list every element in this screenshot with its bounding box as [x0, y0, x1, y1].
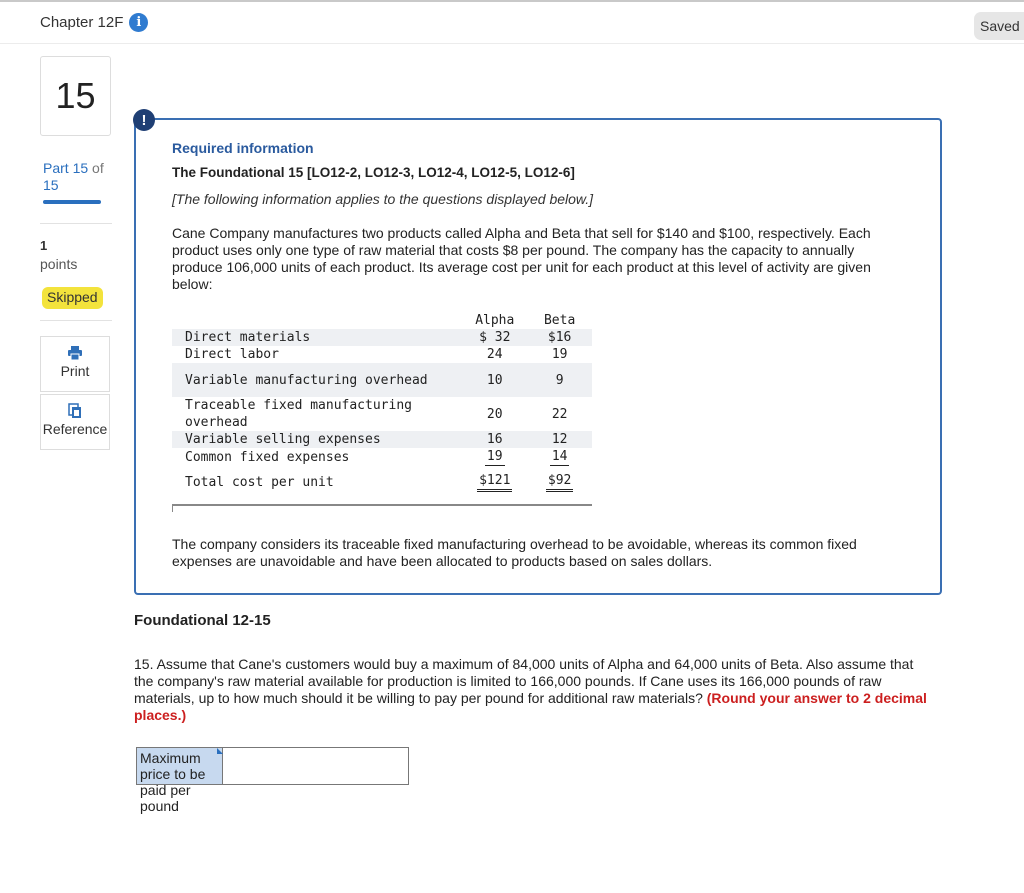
reference-button[interactable]	[40, 394, 110, 450]
cell-alpha: 16	[462, 431, 527, 448]
table-header-row	[172, 312, 592, 329]
part-current: 15	[72, 160, 89, 176]
part-total: 15	[43, 177, 59, 193]
table-row	[172, 448, 592, 466]
cell-beta: 19	[551, 347, 568, 362]
top-bar	[0, 0, 1024, 44]
cell-alpha: $ 32	[462, 329, 527, 346]
answer-label: Maximum price to be paid per pound	[137, 748, 223, 784]
row-label: Total cost per unit	[185, 474, 334, 490]
row-label: Direct labor	[185, 347, 279, 362]
question-heading: Foundational 12-15	[134, 612, 271, 629]
print-button[interactable]	[40, 336, 110, 392]
cell-beta: 22	[551, 406, 568, 422]
chapter-title-text: Chapter 12F	[40, 14, 124, 31]
cell-beta: 12	[527, 431, 592, 448]
cell-beta: 9	[527, 363, 592, 397]
row-label: Variable manufacturing overhead	[172, 363, 462, 397]
scenario-paragraph: Cane Company manufactures two products called Alpha and Beta that sell for $140 and $100, respectively. Each product uses only one type of raw material that costs $8 per pound. The company has the capacity to annually produce 106,000 units of each product. Its average cost per unit for each product at this level of activity are given below:	[172, 225, 871, 292]
points-label: points	[40, 256, 78, 272]
part-progress-bar	[43, 200, 101, 204]
row-label: Variable selling expenses	[172, 431, 462, 448]
print-label: Print	[60, 363, 90, 379]
row-label: Traceable fixed manufacturing overhead	[185, 398, 412, 430]
printer-icon	[41, 345, 109, 361]
answer-row	[136, 747, 409, 814]
column-header-alpha: Alpha	[462, 312, 527, 329]
required-information-heading: Required information	[172, 140, 314, 156]
table-bottom-tick	[172, 504, 173, 512]
table-total-row	[172, 466, 592, 496]
table-bottom-rule	[172, 504, 592, 506]
cost-table	[172, 312, 592, 496]
question-number: 15	[40, 56, 111, 136]
skipped-badge: Skipped	[42, 287, 103, 309]
intro-note: [The following information applies to the questions displayed below.]	[172, 191, 594, 207]
sidebar-divider	[40, 320, 112, 321]
cell-beta: 14	[551, 449, 568, 464]
part-indicator	[43, 160, 104, 194]
part-word: Part	[43, 160, 69, 176]
part-of: of	[92, 160, 104, 176]
table-row	[172, 346, 592, 363]
alert-icon: !	[133, 109, 155, 131]
question-body: 15. Assume that Cane's customers would buy a maximum of 84,000 units of Alpha and 64,000 units of Beta. Also assume that the company's raw material available for production is limited to 166,000 pounds. If Cane uses its 166,000 pounds of raw materials, up to how much should it be willing to pay per pound for additional raw materials?	[134, 656, 914, 706]
sidebar-divider	[40, 223, 112, 224]
reference-label: Reference	[42, 421, 108, 437]
cell-beta: $16	[527, 329, 592, 346]
rounding-instruction: (Round your answer to 2 decimal places.)	[134, 690, 927, 723]
row-label: Direct materials	[172, 329, 462, 346]
avoidability-paragraph: The company considers its traceable fixed manufacturing overhead to be avoidable, whereas its common fixed expenses are unavoidable and have been allocated to products based on sales dollars.	[172, 536, 857, 569]
column-header-beta: Beta	[527, 312, 592, 329]
info-icon[interactable]: i	[129, 13, 148, 32]
table-row	[172, 431, 592, 448]
cell-beta: $92	[546, 472, 573, 492]
table-row	[172, 397, 592, 431]
cell-alpha: 20	[486, 406, 503, 422]
cell-alpha: 19	[486, 449, 503, 464]
table-row	[172, 329, 592, 346]
answer-input[interactable]	[223, 748, 408, 784]
chapter-title	[40, 13, 148, 32]
cell-alpha: $121	[477, 472, 512, 492]
question-text	[134, 656, 934, 724]
points-value: 1	[40, 238, 48, 253]
cell-alpha: 24	[486, 347, 503, 362]
document-icon	[41, 403, 109, 419]
cell-alpha: 10	[462, 363, 527, 397]
row-label: Common fixed expenses	[185, 449, 350, 465]
table-row	[172, 363, 592, 397]
saved-status-badge: Saved	[974, 12, 1024, 40]
foundational-title: The Foundational 15 [LO12-2, LO12-3, LO12-4, LO12-5, LO12-6]	[172, 165, 575, 180]
